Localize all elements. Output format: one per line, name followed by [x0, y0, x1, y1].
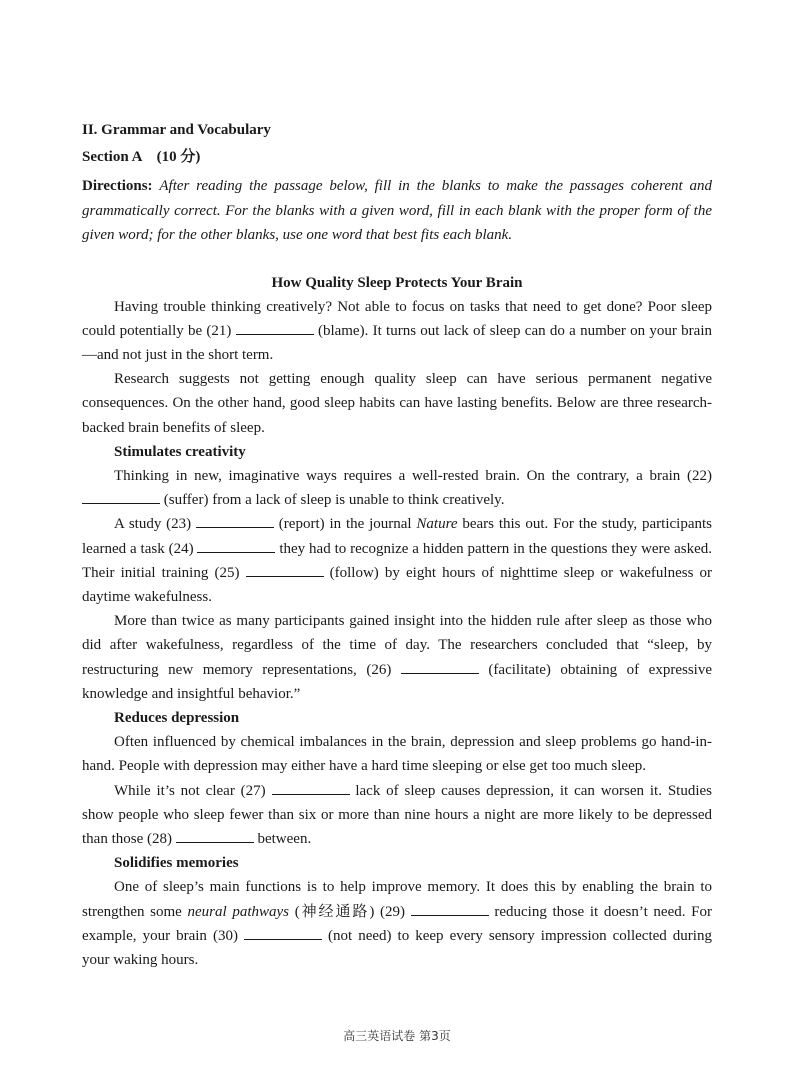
paragraph-4: A study (23) (report) in the journal Nature bears this out. For the study, participants learned a task (24) they had to recognize a hidden pattern in the questions they were asked. Their initial training (25) (follow) by eight hours of nighttime sleep or wakefulness or daytime wakefulness. — [82, 516, 713, 605]
blank-29[interactable] — [411, 903, 489, 916]
blank-30[interactable] — [244, 927, 322, 940]
directions — [82, 174, 712, 248]
blank-22[interactable] — [82, 491, 160, 504]
neural-pathways-term: neural pathways — [187, 903, 290, 920]
blank-25[interactable] — [246, 564, 324, 577]
section-a-heading: Section A (10 分) — [82, 149, 201, 165]
exam-page — [82, 120, 712, 972]
blank-21[interactable] — [236, 322, 314, 335]
section-title: II. Grammar and Vocabulary — [82, 122, 271, 138]
paragraph-1: Having trouble thinking creatively? Not able to focus on tasks that need to get done? Poor sleep could potentially be (21) (blame). It turns out lack of sleep can do a number on your brain—and not just in the short term. — [82, 298, 712, 363]
paragraph-7: While it’s not clear (27) lack of sleep causes depression, it can worsen it. Studies show people who sleep fewer than six or more than nine hours a night are more likely to be depressed than those (28) between. — [82, 782, 712, 847]
paragraph-6: Often influenced by chemical imbalances in the brain, depression and sleep problems go hand-in-hand. People with depression may either have a hard time sleeping or else get too much sleep. — [82, 734, 712, 775]
subheading-depression: Reduces depression — [114, 709, 240, 726]
page-footer: 高三英语试卷 第3页 — [343, 1029, 451, 1043]
directions-text: After reading the passage below, fill in the blanks to make the passages coherent and grammatically correct. For the blanks with a given word, fill in each blank with the proper form of the given word; for the other blanks, use one word that best fits each blank. — [82, 178, 713, 243]
passage-title: How Quality Sleep Protects Your Brain — [271, 274, 523, 291]
blank-28[interactable] — [176, 830, 254, 843]
blank-24[interactable] — [197, 540, 275, 553]
subheading-creativity: Stimulates creativity — [114, 443, 246, 460]
blank-27[interactable] — [272, 782, 350, 795]
paragraph-2: Research suggests not getting enough quality sleep can have serious permanent negative consequences. On the other hand, good sleep habits can have lasting benefits. Below are three research-backed brain benefits of sleep. — [82, 371, 712, 436]
paragraph-8: One of sleep’s main functions is to help improve memory. It does this by enabling the brain to strengthen some neural pathways (神经通路) (29) reducing those it doesn’t need. For example, your brain (30) (not need) to keep every sensory impression collected during your waking hours. — [82, 879, 712, 968]
blank-26[interactable] — [401, 661, 479, 674]
paragraph-5: More than twice as many participants gained insight into the hidden rule after sleep as those who did after wakefulness, regardless of the time of day. The researchers concluded that “sleep, by restructuring new memory representations, (26) (facilitate) obtaining of expressive knowledge and insightful behavior.” — [82, 613, 712, 702]
journal-name: Nature — [416, 516, 458, 533]
blank-23[interactable] — [196, 515, 274, 528]
directions-label: Directions: — [82, 178, 153, 194]
paragraph-3: Thinking in new, imaginative ways requires a well-rested brain. On the contrary, a brain (22) (suffer) from a lack of sleep is unable to think creatively. — [82, 464, 712, 512]
subheading-memories: Solidifies memories — [114, 855, 239, 872]
